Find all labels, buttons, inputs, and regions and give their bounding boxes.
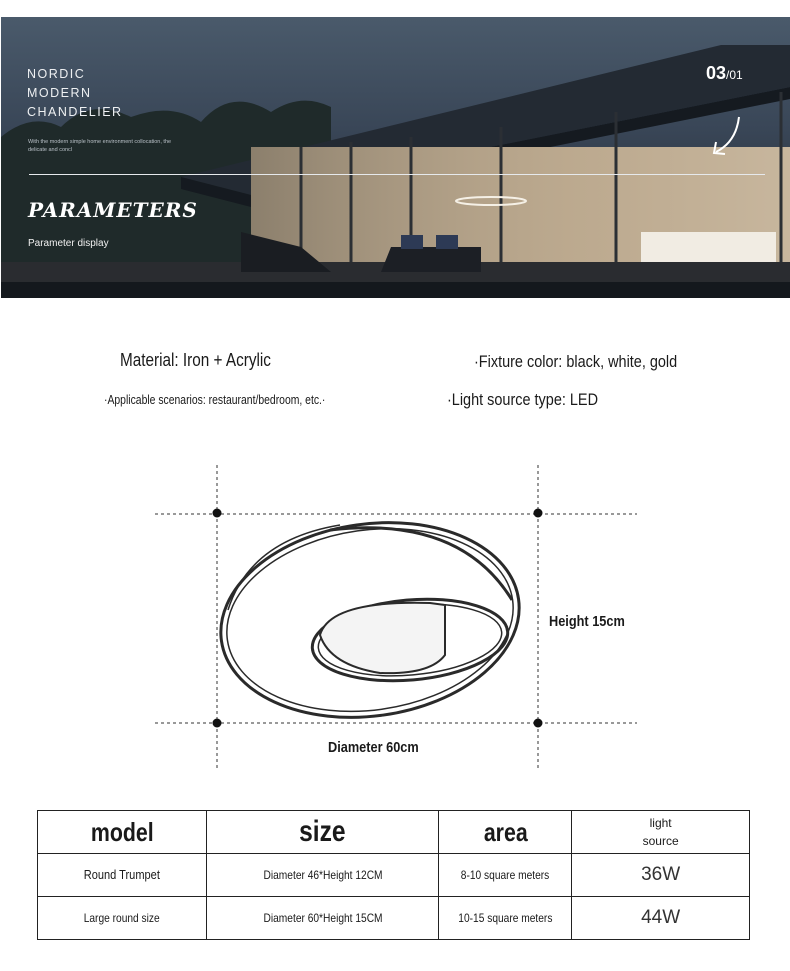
chandelier-rings (208, 504, 532, 736)
chandelier-diagram (0, 460, 790, 780)
diameter-label: Diameter 60cm (328, 739, 419, 756)
brand-title (27, 65, 123, 122)
section-title: PARAMETERS (28, 198, 198, 222)
table-header-row (38, 811, 750, 854)
divider (29, 174, 765, 175)
table-row (38, 854, 750, 897)
height-label: Height 15cm (549, 613, 625, 630)
header-area: area (439, 811, 572, 854)
specs-table (37, 810, 750, 940)
brand-line: MODERN (27, 86, 92, 100)
page-indicator (706, 63, 743, 84)
spec-fixture-color: ·Fixture color: black, white, gold (474, 352, 678, 371)
hero-banner (1, 17, 790, 298)
spec-material: Material: Iron + Acrylic (120, 350, 271, 370)
section-subtitle: Parameter display (28, 238, 109, 249)
brand-line: CHANDELIER (27, 105, 123, 119)
table-row (38, 897, 750, 940)
header-size: size (206, 811, 439, 854)
cell-power: 36W (572, 854, 750, 897)
header-light-source: light source (572, 811, 750, 854)
cell-size: Diameter 60*Height 15CM (206, 897, 439, 940)
cell-size: Diameter 46*Height 12CM (206, 854, 439, 897)
tagline: With the modern simple home environment collocation, the delicate and concl (28, 139, 172, 153)
spec-light-source: ·Light source type: LED (447, 390, 599, 409)
cell-model: Large round size (38, 897, 207, 940)
spec-scenarios: ·Applicable scenarios: restaurant/bedroom, etc.· (104, 392, 326, 407)
page-current: 03 (706, 63, 727, 83)
header-model: model (38, 811, 207, 854)
cell-area: 10-15 square meters (439, 897, 572, 940)
brand-line: NORDIC (27, 67, 86, 81)
cell-model: Round Trumpet (38, 854, 207, 897)
house-night-illustration (1, 17, 790, 298)
cell-area: 8-10 square meters (439, 854, 572, 897)
page-total: /01 (726, 68, 743, 82)
cell-power: 44W (572, 897, 750, 940)
